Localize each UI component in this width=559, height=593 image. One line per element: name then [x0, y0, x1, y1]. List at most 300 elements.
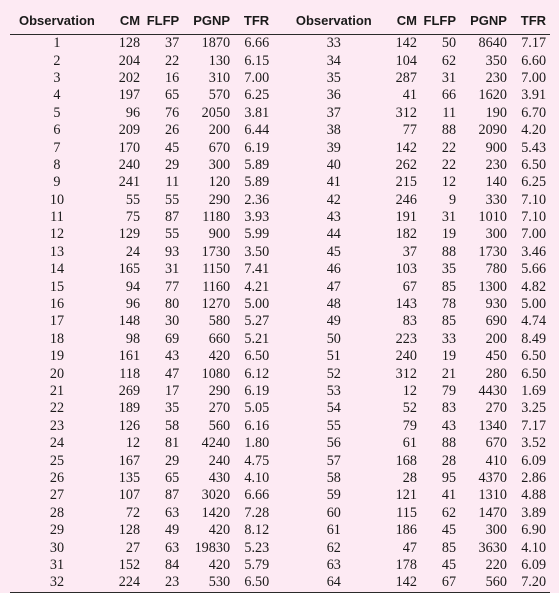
- cell-flfp-right: 95: [441, 469, 457, 486]
- cell-flfp-right: 67: [441, 574, 457, 591]
- table-row: [10, 174, 550, 191]
- bottom-rule: [10, 592, 550, 593]
- table-row: [10, 105, 550, 122]
- cell-pgnp-left: 1160: [202, 278, 231, 295]
- cell-pgnp-right: 410: [485, 452, 507, 469]
- table-row: [10, 505, 550, 522]
- cell-observation-left: 16: [49, 296, 65, 313]
- cell-tfr-right: 3.91: [521, 87, 547, 104]
- cell-pgnp-right: 200: [485, 330, 507, 347]
- cell-flfp-right: 85: [441, 278, 457, 295]
- cell-cm-right: 186: [395, 522, 417, 539]
- cell-observation-right: 61: [326, 522, 341, 539]
- cell-cm-right: 79: [402, 417, 417, 434]
- cell-tfr-left: 4.75: [244, 452, 270, 469]
- cell-tfr-right: 2.86: [521, 469, 547, 486]
- cell-pgnp-left: 1080: [201, 365, 231, 382]
- cell-flfp-right: 22: [441, 156, 457, 173]
- cell-tfr-left: 6.12: [244, 365, 270, 382]
- cell-tfr-left: 2.36: [244, 191, 270, 208]
- cell-observation-left: 1: [53, 35, 61, 52]
- table-row: [10, 487, 550, 504]
- cell-flfp-right: 88: [441, 435, 457, 452]
- table-row: [10, 35, 550, 52]
- cell-flfp-right: 43: [441, 417, 457, 434]
- cell-tfr-right: 6.70: [521, 104, 547, 121]
- cell-cm-left: 152: [118, 556, 141, 573]
- cell-cm-left: 197: [118, 87, 141, 104]
- cell-flfp-right: 19: [441, 226, 457, 243]
- cell-observation-right: 39: [326, 139, 341, 156]
- cell-tfr-right: 4.82: [521, 278, 547, 295]
- cell-observation-left: 32: [49, 574, 65, 591]
- cell-pgnp-left: 270: [208, 400, 231, 417]
- cell-flfp-left: 22: [165, 52, 180, 69]
- cell-tfr-right: 1.69: [521, 383, 547, 399]
- cell-flfp-right: 88: [441, 243, 457, 260]
- header-pgnp-left: PGNP: [193, 12, 231, 28]
- cell-tfr-right: 6.09: [521, 556, 547, 573]
- cell-cm-right: 142: [395, 139, 417, 156]
- cell-tfr-left: 6.66: [244, 487, 270, 504]
- cell-cm-right: 223: [395, 330, 417, 347]
- cell-observation-left: 31: [49, 556, 65, 573]
- cell-pgnp-left: 19830: [194, 539, 231, 556]
- cell-pgnp-left: 420: [208, 348, 231, 365]
- cell-cm-left: 161: [118, 348, 141, 365]
- cell-pgnp-left: 1730: [201, 243, 231, 260]
- cell-flfp-right: 9: [448, 191, 457, 208]
- cell-tfr-right: 3.52: [521, 435, 547, 452]
- cell-cm-left: 167: [118, 452, 141, 469]
- cell-pgnp-left: 2050: [201, 104, 231, 121]
- cell-observation-left: 3: [53, 69, 61, 86]
- cell-tfr-right: 4.88: [521, 487, 547, 504]
- header-flfp-right: FLFP: [423, 12, 457, 28]
- header-cm-left: CM: [119, 12, 141, 28]
- cell-tfr-left: 6.19: [244, 139, 270, 156]
- cell-pgnp-right: 3630: [478, 539, 507, 556]
- cell-observation-left: 30: [49, 539, 65, 556]
- cell-cm-right: 103: [395, 261, 417, 278]
- table-header-row: [10, 6, 550, 34]
- cell-flfp-left: 63: [165, 504, 180, 521]
- cell-observation-right: 58: [326, 469, 341, 486]
- cell-tfr-right: 5.66: [521, 261, 547, 278]
- table-row: [10, 296, 550, 313]
- cell-tfr-left: 5.89: [244, 156, 270, 173]
- cell-flfp-right: 85: [441, 539, 457, 556]
- cell-observation-left: 23: [49, 417, 65, 434]
- cell-observation-right: 44: [326, 226, 341, 243]
- header-observation-right: Observation: [295, 12, 372, 28]
- table-row: [10, 522, 550, 539]
- cell-pgnp-right: 930: [485, 296, 507, 313]
- cell-flfp-right: 31: [441, 209, 457, 226]
- cell-cm-right: 83: [402, 313, 417, 330]
- cell-observation-left: 15: [49, 278, 65, 295]
- cell-flfp-left: 58: [165, 417, 180, 434]
- cell-observation-right: 55: [326, 417, 341, 434]
- cell-observation-left: 2: [53, 52, 61, 69]
- header-tfr-left: TFR: [243, 12, 270, 28]
- cell-tfr-right: 6.25: [521, 174, 547, 191]
- cell-observation-left: 19: [49, 348, 65, 365]
- cell-flfp-left: 11: [165, 174, 180, 191]
- table-row: [10, 52, 550, 69]
- table-row: [10, 557, 550, 574]
- cell-cm-left: 94: [125, 278, 141, 295]
- cell-tfr-left: 8.12: [244, 522, 270, 539]
- cell-flfp-right: 50: [441, 35, 457, 52]
- cell-pgnp-left: 1870: [201, 35, 231, 52]
- cell-pgnp-left: 300: [208, 156, 231, 173]
- cell-cm-right: 168: [395, 452, 417, 469]
- cell-pgnp-right: 4430: [478, 383, 507, 399]
- table-row: [10, 313, 550, 330]
- cell-tfr-left: 5.00: [244, 296, 270, 313]
- table-row: [10, 452, 550, 469]
- cell-observation-right: 34: [326, 52, 341, 69]
- cell-cm-right: 143: [395, 296, 417, 313]
- cell-cm-left: 129: [118, 226, 141, 243]
- cell-pgnp-right: 300: [485, 522, 507, 539]
- cell-pgnp-right: 1730: [478, 243, 507, 260]
- cell-tfr-left: 5.21: [244, 330, 270, 347]
- cell-tfr-right: 3.25: [521, 400, 547, 417]
- header-tfr-right: TFR: [520, 12, 547, 28]
- cell-cm-right: 182: [395, 226, 417, 243]
- cell-pgnp-left: 200: [208, 122, 231, 139]
- cell-flfp-right: 62: [441, 504, 457, 521]
- cell-flfp-left: 87: [165, 487, 180, 504]
- cell-pgnp-right: 350: [485, 52, 507, 69]
- cell-flfp-left: 65: [165, 87, 180, 104]
- table-row: [10, 435, 550, 452]
- cell-tfr-left: 4.10: [244, 469, 270, 486]
- cell-cm-left: 189: [118, 400, 141, 417]
- cell-tfr-left: 4.21: [244, 278, 270, 295]
- cell-tfr-right: 5.43: [521, 139, 547, 156]
- cell-flfp-right: 45: [441, 522, 457, 539]
- cell-observation-right: 50: [326, 330, 341, 347]
- cell-tfr-right: 7.10: [521, 191, 547, 208]
- cell-tfr-left: 5.79: [244, 556, 270, 573]
- cell-pgnp-left: 570: [208, 87, 231, 104]
- cell-cm-left: 24: [125, 243, 141, 260]
- cell-tfr-right: 8.49: [521, 330, 547, 347]
- cell-pgnp-right: 220: [485, 556, 507, 573]
- cell-pgnp-right: 1300: [478, 278, 507, 295]
- cell-flfp-right: 33: [441, 330, 457, 347]
- cell-flfp-right: 41: [441, 487, 457, 504]
- cell-flfp-left: 55: [165, 191, 180, 208]
- cell-flfp-left: 81: [165, 435, 180, 452]
- cell-tfr-left: 6.66: [244, 35, 270, 52]
- table-row: [10, 157, 550, 174]
- cell-flfp-left: 49: [165, 522, 180, 539]
- cell-observation-right: 36: [326, 87, 341, 104]
- cell-tfr-right: 7.00: [521, 226, 547, 243]
- cell-flfp-left: 26: [165, 122, 180, 139]
- cell-observation-left: 11: [50, 209, 64, 226]
- table-row: [10, 87, 550, 104]
- table-row: [10, 539, 550, 556]
- cell-tfr-left: 6.25: [244, 87, 270, 104]
- cell-cm-right: 142: [395, 35, 417, 52]
- cell-observation-left: 18: [49, 330, 65, 347]
- cell-tfr-left: 6.50: [244, 348, 270, 365]
- cell-observation-right: 56: [326, 435, 341, 452]
- cell-observation-left: 20: [49, 365, 65, 382]
- cell-cm-right: 12: [402, 383, 417, 399]
- cell-cm-left: 96: [125, 296, 141, 313]
- cell-observation-right: 37: [326, 104, 341, 121]
- header-cm-right: CM: [396, 12, 417, 28]
- cell-tfr-right: 7.00: [521, 69, 547, 86]
- cell-flfp-left: 63: [165, 539, 180, 556]
- cell-cm-right: 61: [402, 435, 417, 452]
- cell-flfp-right: 88: [441, 122, 457, 139]
- table-row: [10, 192, 550, 209]
- cell-observation-right: 59: [326, 487, 341, 504]
- cell-cm-left: 165: [118, 261, 141, 278]
- cell-pgnp-left: 530: [208, 574, 231, 591]
- cell-observation-left: 17: [49, 313, 65, 330]
- cell-flfp-left: 30: [165, 313, 180, 330]
- cell-cm-right: 47: [402, 539, 417, 556]
- cell-cm-left: 27: [125, 539, 141, 556]
- cell-flfp-left: 23: [165, 574, 180, 591]
- cell-pgnp-left: 1180: [202, 209, 231, 226]
- table-row: [10, 365, 550, 382]
- cell-pgnp-left: 120: [208, 174, 231, 191]
- cell-pgnp-right: 900: [485, 139, 507, 156]
- cell-cm-right: 121: [395, 487, 417, 504]
- cell-cm-left: 72: [125, 504, 141, 521]
- cell-cm-left: 204: [118, 52, 141, 69]
- cell-flfp-right: 22: [441, 139, 457, 156]
- cell-pgnp-right: 450: [485, 348, 507, 365]
- cell-cm-left: 96: [125, 104, 141, 121]
- cell-cm-left: 55: [125, 191, 141, 208]
- cell-flfp-left: 37: [165, 35, 180, 52]
- cell-tfr-left: 5.89: [244, 174, 270, 191]
- cell-pgnp-right: 4370: [478, 469, 507, 486]
- cell-observation-left: 13: [49, 243, 65, 260]
- cell-pgnp-right: 1340: [478, 417, 507, 434]
- table-row: [10, 226, 550, 243]
- cell-cm-right: 312: [395, 365, 417, 382]
- cell-flfp-left: 47: [165, 365, 180, 382]
- data-table: [10, 6, 550, 591]
- cell-observation-right: 48: [326, 296, 341, 313]
- cell-flfp-left: 45: [165, 139, 180, 156]
- cell-tfr-right: 3.89: [521, 504, 547, 521]
- cell-observation-right: 40: [326, 156, 341, 173]
- cell-flfp-left: 80: [165, 296, 180, 313]
- cell-tfr-left: 7.00: [244, 69, 270, 86]
- cell-pgnp-left: 130: [208, 52, 231, 69]
- cell-tfr-left: 3.81: [244, 104, 270, 121]
- cell-observation-right: 38: [326, 122, 341, 139]
- cell-cm-right: 41: [402, 87, 417, 104]
- cell-tfr-right: 6.50: [521, 365, 547, 382]
- cell-cm-left: 209: [118, 122, 141, 139]
- cell-cm-left: 202: [118, 69, 141, 86]
- cell-observation-right: 42: [326, 191, 341, 208]
- cell-flfp-right: 66: [441, 87, 457, 104]
- cell-observation-right: 46: [326, 261, 341, 278]
- cell-tfr-left: 3.50: [244, 243, 270, 260]
- cell-observation-left: 7: [53, 139, 61, 156]
- cell-pgnp-right: 1620: [478, 87, 507, 104]
- cell-tfr-right: 4.10: [521, 539, 547, 556]
- cell-flfp-left: 84: [165, 556, 180, 573]
- table-body: [10, 35, 550, 592]
- cell-cm-right: 178: [395, 556, 417, 573]
- cell-cm-left: 148: [118, 313, 141, 330]
- cell-cm-left: 128: [118, 522, 141, 539]
- cell-tfr-right: 6.09: [521, 452, 547, 469]
- table-row: [10, 70, 550, 87]
- cell-pgnp-right: 690: [485, 313, 507, 330]
- cell-flfp-right: 12: [441, 174, 457, 191]
- cell-tfr-right: 7.20: [521, 574, 547, 591]
- cell-observation-left: 6: [53, 122, 61, 139]
- cell-pgnp-right: 270: [485, 400, 507, 417]
- cell-cm-left: 128: [118, 35, 141, 52]
- cell-cm-right: 28: [402, 469, 417, 486]
- cell-tfr-right: 4.20: [521, 122, 547, 139]
- cell-flfp-right: 45: [441, 556, 457, 573]
- table-row: [10, 139, 550, 156]
- cell-tfr-right: 6.50: [521, 348, 547, 365]
- cell-pgnp-right: 230: [485, 69, 507, 86]
- cell-observation-right: 52: [326, 365, 341, 382]
- cell-tfr-right: 6.90: [521, 522, 547, 539]
- cell-flfp-left: 87: [165, 209, 180, 226]
- cell-flfp-right: 31: [441, 69, 457, 86]
- cell-tfr-left: 5.05: [244, 400, 270, 417]
- cell-pgnp-left: 310: [208, 69, 231, 86]
- cell-pgnp-left: 420: [208, 522, 231, 539]
- cell-tfr-left: 1.80: [244, 435, 270, 452]
- cell-observation-right: 53: [326, 383, 341, 399]
- table-row: [10, 209, 550, 226]
- cell-cm-left: 269: [118, 383, 141, 399]
- cell-flfp-right: 83: [441, 400, 457, 417]
- cell-pgnp-left: 430: [208, 469, 231, 486]
- cell-pgnp-right: 2090: [478, 122, 507, 139]
- cell-flfp-left: 43: [165, 348, 180, 365]
- cell-cm-right: 67: [402, 278, 417, 295]
- cell-tfr-right: 7.17: [521, 417, 547, 434]
- cell-cm-right: 77: [402, 122, 417, 139]
- cell-pgnp-left: 670: [208, 139, 231, 156]
- cell-flfp-left: 76: [165, 104, 180, 121]
- cell-pgnp-left: 660: [208, 330, 231, 347]
- cell-pgnp-right: 8640: [478, 35, 507, 52]
- cell-observation-right: 33: [326, 35, 341, 52]
- cell-tfr-right: 3.46: [521, 243, 547, 260]
- cell-flfp-left: 29: [165, 156, 180, 173]
- cell-cm-left: 126: [118, 417, 141, 434]
- cell-pgnp-left: 560: [208, 417, 231, 434]
- cell-pgnp-left: 1150: [202, 261, 231, 278]
- header-pgnp-right: PGNP: [470, 12, 507, 28]
- cell-cm-left: 118: [119, 365, 141, 382]
- cell-tfr-right: 5.00: [521, 296, 547, 313]
- cell-observation-left: 27: [49, 487, 65, 504]
- cell-pgnp-right: 1310: [478, 487, 507, 504]
- cell-cm-right: 262: [395, 156, 417, 173]
- cell-cm-left: 241: [118, 174, 141, 191]
- cell-tfr-left: 5.27: [244, 313, 270, 330]
- cell-observation-right: 54: [326, 400, 341, 417]
- cell-tfr-right: 6.50: [521, 156, 547, 173]
- cell-flfp-left: 65: [165, 469, 180, 486]
- cell-observation-left: 29: [49, 522, 65, 539]
- cell-tfr-right: 6.60: [521, 52, 547, 69]
- cell-flfp-right: 19: [441, 348, 457, 365]
- cell-pgnp-left: 580: [208, 313, 231, 330]
- cell-observation-right: 63: [326, 556, 341, 573]
- cell-pgnp-right: 280: [485, 365, 507, 382]
- cell-flfp-left: 16: [165, 69, 180, 86]
- cell-pgnp-left: 900: [208, 226, 231, 243]
- cell-tfr-left: 7.41: [244, 261, 270, 278]
- cell-flfp-right: 78: [441, 296, 457, 313]
- cell-observation-left: 8: [53, 156, 61, 173]
- cell-flfp-right: 62: [441, 52, 457, 69]
- cell-observation-right: 60: [326, 504, 341, 521]
- cell-observation-right: 35: [326, 69, 341, 86]
- cell-flfp-left: 29: [165, 452, 180, 469]
- table-row: [10, 331, 550, 348]
- cell-pgnp-right: 1010: [478, 209, 507, 226]
- cell-cm-right: 287: [395, 69, 417, 86]
- cell-observation-right: 62: [326, 539, 341, 556]
- table-row: [10, 348, 550, 365]
- cell-observation-left: 12: [49, 226, 65, 243]
- cell-observation-left: 14: [49, 261, 65, 278]
- cell-cm-right: 246: [395, 191, 417, 208]
- cell-flfp-right: 79: [441, 383, 457, 399]
- cell-pgnp-left: 1270: [201, 296, 231, 313]
- cell-flfp-right: 21: [441, 365, 457, 382]
- cell-cm-left: 224: [118, 574, 141, 591]
- cell-cm-left: 98: [125, 330, 141, 347]
- table-row: [10, 261, 550, 278]
- cell-observation-left: 24: [49, 435, 65, 452]
- cell-observation-left: 22: [49, 400, 65, 417]
- cell-observation-left: 5: [53, 104, 61, 121]
- cell-observation-right: 43: [326, 209, 341, 226]
- cell-pgnp-left: 290: [208, 191, 231, 208]
- cell-pgnp-right: 1470: [478, 504, 507, 521]
- cell-flfp-right: 28: [441, 452, 457, 469]
- cell-tfr-right: 7.17: [521, 35, 547, 52]
- cell-pgnp-left: 240: [208, 452, 231, 469]
- cell-observation-left: 25: [49, 452, 65, 469]
- cell-cm-left: 75: [125, 209, 141, 226]
- cell-observation-left: 26: [49, 469, 65, 486]
- table-row: [10, 418, 550, 435]
- cell-pgnp-right: 560: [485, 574, 507, 591]
- cell-observation-right: 45: [326, 243, 341, 260]
- table-row: [10, 470, 550, 487]
